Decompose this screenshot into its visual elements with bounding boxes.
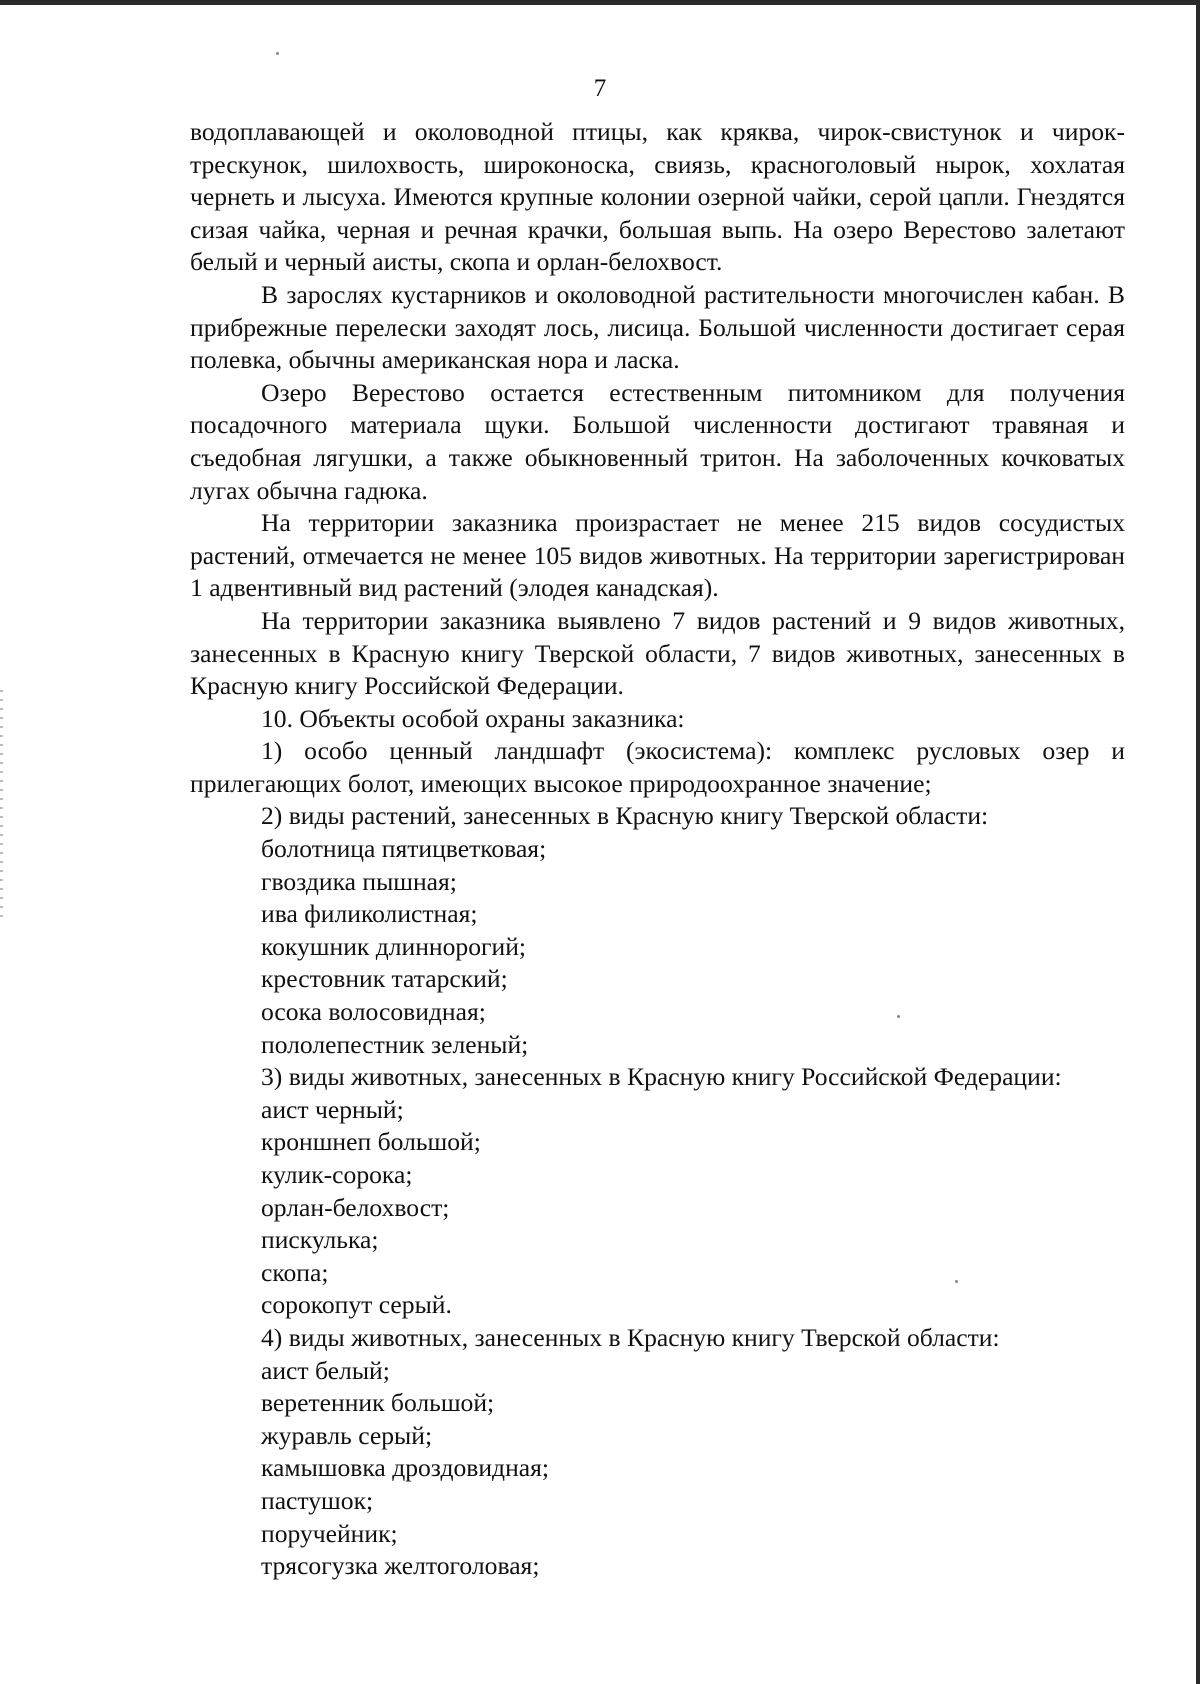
paragraph: Озеро Верестово остается естественным питомником для получения посадочного материала щуки. Большой численности достигают травяная и съедобная лягушки, а также обыкновенный тритон. На заболоченных кочковатых лугах обычна гадюка. xyxy=(190,377,1125,505)
protected-object-item: 1) особо ценный ландшафт (экосистема): комплекс русловых озер и прилегающих болот, имеющих высокое природоохранное значение; xyxy=(190,736,1125,798)
list-item: кокушник длиннорогий; xyxy=(261,931,527,961)
paragraph: водоплавающей и околоводной птицы, как кряква, чирок-свистунок и чирок-трескунок, шилохвость, широконоска, свиязь, красноголовый нырок, хохлатая чернеть и лысуха. Имеются крупные колонии озерной чайки, серой цапли. Гнездятся сизая чайка, черная и речная крачки, большая выпь. На озеро Верестово залетают белый и черный аисты, скопа и орлан-белохвост. xyxy=(190,117,1125,277)
list-item: крестовник татарский; xyxy=(261,964,508,994)
list-item: осока волосовидная; xyxy=(261,997,486,1027)
list-item: ива филиколистная; xyxy=(261,899,478,929)
scan-speck xyxy=(276,52,279,55)
scan-edge-dots xyxy=(0,690,3,920)
paragraph: На территории заказника выявлено 7 видов растений и 9 видов животных, занесенных в Красную книгу Тверской области, 7 видов животных, занесенных в Красную книгу Российской Федерации. xyxy=(190,605,1125,701)
page-number: 7 xyxy=(593,75,607,102)
scan-border-top xyxy=(0,0,1200,5)
list-heading: 4) виды животных, занесенных в Красную книгу Тверской области: xyxy=(261,1322,1000,1352)
list-item: аист черный; xyxy=(261,1094,404,1124)
list-item: журавль серый; xyxy=(261,1420,433,1450)
list-item: пастушок; xyxy=(261,1485,374,1515)
list-item: поручейник; xyxy=(261,1518,398,1548)
list-heading: 2) виды растений, занесенных в Красную книгу Тверской области: xyxy=(261,801,989,831)
section-heading: 10. Объекты особой охраны заказника: xyxy=(261,703,685,733)
list-item: болотница пятицветковая; xyxy=(261,834,547,864)
list-item: пискулька; xyxy=(261,1225,379,1255)
paragraph: В зарослях кустарников и околоводной растительности многочислен кабан. В прибрежные перелески заходят лось, лисица. Большой численности достигает серая полевка, обычны американская нора и ласка. xyxy=(190,279,1125,375)
paragraph: На территории заказника произрастает не менее 215 видов сосудистых растений, отмечается не менее 105 видов животных. На территории зарегистрирован 1 адвентивный вид растений (элодея канадская). xyxy=(190,508,1125,603)
list-item: пололепестник зеленый; xyxy=(261,1029,529,1059)
document-body xyxy=(190,116,1125,1583)
list-item: трясогузка желтоголовая; xyxy=(261,1551,540,1581)
list-item: гвоздика пышная; xyxy=(261,866,457,896)
list-item: аист белый; xyxy=(261,1355,390,1385)
scan-border-right xyxy=(1196,0,1200,1684)
list-item: камышовка дроздовидная; xyxy=(261,1453,550,1483)
list-heading: 3) виды животных, занесенных в Красную книгу Российской Федерации: xyxy=(261,1062,1062,1092)
list-item: сорокопут серый. xyxy=(261,1290,452,1320)
list-item: орлан-белохвост; xyxy=(261,1192,450,1222)
list-item: кроншнеп большой; xyxy=(261,1127,481,1157)
list-item: веретенник большой; xyxy=(261,1388,495,1418)
list-item: кулик-сорока; xyxy=(261,1160,413,1189)
list-item: скопа; xyxy=(261,1257,329,1287)
